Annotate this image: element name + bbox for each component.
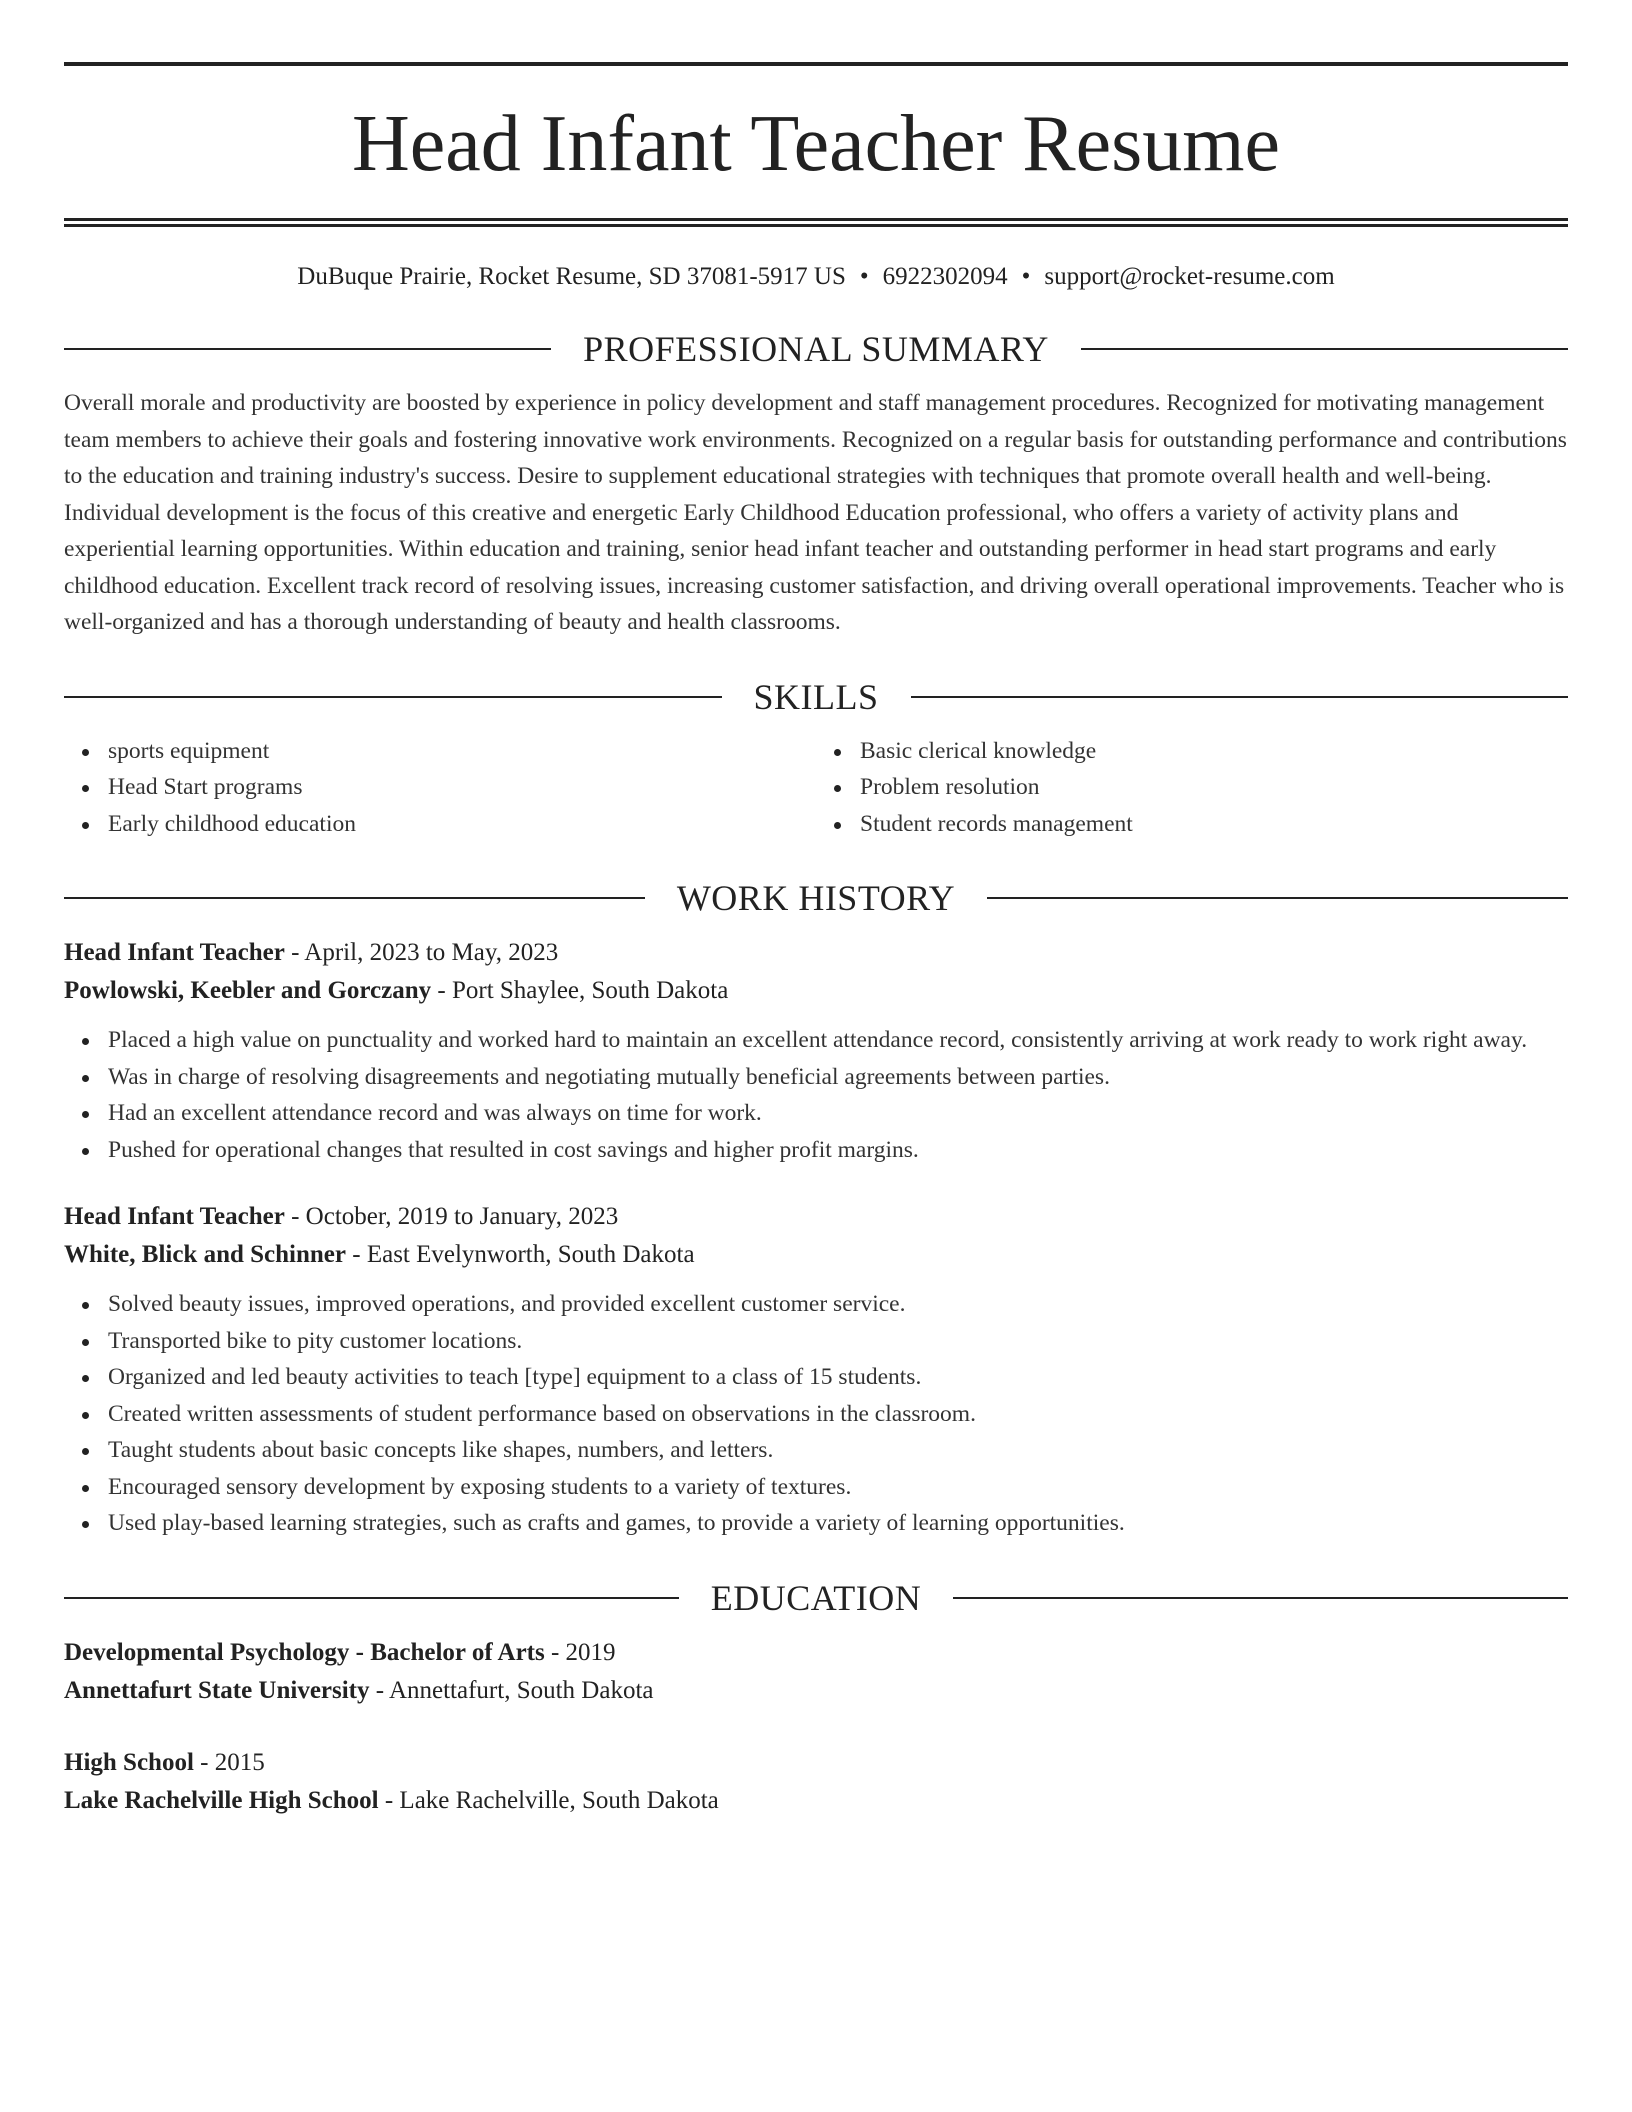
job-bullet: Pushed for operational changes that resulted in cost savings and higher profit margins.	[108, 1132, 1568, 1169]
heading-rule-left	[64, 1597, 679, 1599]
job-title-line	[64, 1198, 1568, 1236]
contact-separator: •	[1021, 263, 1031, 290]
skills-column-left	[64, 733, 816, 843]
job-company-line	[64, 1236, 1568, 1274]
skill-item: Basic clerical knowledge	[860, 733, 1568, 770]
job-bullet: Transported bike to pity customer locations.	[108, 1323, 1568, 1360]
job-bullet: Had an excellent attendance record and was always on time for work.	[108, 1095, 1568, 1132]
skills-column-right	[816, 733, 1568, 843]
summary-text: Overall morale and productivity are boosted by experience in policy development and staff management procedures. Recognized for motivating management team members to achieve their goals and fostering innovative work environments. Recognized on a regular basis for outstanding performance and contributions to the education and training industry's success. Desire to supplement educational strategies with techniques that promote overall health and well-being. Individual development is the focus of this creative and energetic Early Childhood Education professional, who offers a variety of activity plans and experiential learning opportunities. Within education and training, senior head infant teacher and outstanding performer in head start programs and early childhood education. Excellent track record of resolving issues, increasing customer satisfaction, and driving overall operational improvements. Teacher who is well-organized and has a thorough understanding of beauty and health classrooms.	[64, 390, 1567, 635]
job-dates: - October, 2019 to January, 2023	[284, 1203, 619, 1230]
skill-item: Problem resolution	[860, 769, 1568, 806]
edu-school-line	[64, 1782, 1568, 1820]
heading-rule-left	[64, 897, 645, 899]
contact-address: DuBuque Prairie, Rocket Resume, SD 37081-5917 US	[297, 263, 846, 290]
job-title: Head Infant Teacher	[64, 1203, 285, 1230]
job-company: Powlowski, Keebler and Gorczany	[64, 977, 432, 1004]
skill-item: sports equipment	[108, 733, 816, 770]
job-bullet: Created written assessments of student performance based on observations in the classroom.	[108, 1396, 1568, 1433]
heading-rule-left	[64, 348, 551, 350]
heading-rule-right	[911, 696, 1569, 698]
job-bullet: Placed a high value on punctuality and worked hard to maintain an excellent attendance record, consistently arriving at work ready to work right away.	[108, 1022, 1568, 1059]
edu-school: Annettafurt State University	[64, 1676, 370, 1704]
edu-location: - Annettafurt, South Dakota	[369, 1676, 654, 1704]
skill-item: Early childhood education	[108, 806, 816, 843]
skills-heading-label: SKILLS	[753, 676, 879, 717]
job-dates: - April, 2023 to May, 2023	[284, 939, 559, 966]
work-heading	[64, 876, 1568, 920]
contact-separator: •	[859, 263, 869, 290]
resume-title: Head Infant Teacher Resume	[351, 100, 1281, 188]
contact-phone: 6922302094	[882, 263, 1008, 290]
job-bullets	[64, 1022, 1568, 1168]
job-bullet: Was in charge of resolving disagreements and negotiating mutually beneficial agreements between parties.	[108, 1059, 1568, 1096]
job-title: Head Infant Teacher	[64, 939, 285, 966]
education-entry	[64, 1744, 1568, 1820]
skills-list	[64, 733, 1568, 843]
job-entry	[64, 1198, 1568, 1542]
job-bullets	[64, 1286, 1568, 1542]
contact-line	[64, 261, 1568, 293]
edu-year: - 2015	[193, 1748, 265, 1776]
job-location: - East Evelynworth, South Dakota	[346, 1241, 695, 1268]
summary-heading-label: PROFESSIONAL SUMMARY	[583, 329, 1049, 369]
job-bullet: Used play-based learning strategies, such as crafts and games, to provide a variety of learning opportunities.	[108, 1505, 1568, 1542]
job-entry	[64, 934, 1568, 1168]
job-bullet: Organized and led beauty activities to teach [type] equipment to a class of 15 students.	[108, 1359, 1568, 1396]
work-heading-label: WORK HISTORY	[676, 878, 956, 918]
heading-rule-right	[1081, 348, 1568, 350]
contact-email: support@rocket-resume.com	[1044, 263, 1335, 290]
job-company: White, Blick and Schinner	[64, 1241, 346, 1268]
summary-heading	[64, 327, 1568, 371]
top-rule	[64, 62, 1568, 66]
edu-degree-line	[64, 1634, 1568, 1672]
edu-year: - 2019	[544, 1638, 616, 1666]
job-location: - Port Shaylee, South Dakota	[431, 977, 729, 1004]
heading-rule-right	[953, 1597, 1568, 1599]
title-double-rule	[64, 218, 1568, 227]
job-title-line	[64, 934, 1568, 972]
education-heading	[64, 1576, 1568, 1620]
skill-item: Head Start programs	[108, 769, 816, 806]
job-bullet: Taught students about basic concepts like shapes, numbers, and letters.	[108, 1432, 1568, 1469]
job-company-line	[64, 972, 1568, 1010]
edu-school-line	[64, 1672, 1568, 1710]
skill-item: Student records management	[860, 806, 1568, 843]
education-heading-label: EDUCATION	[710, 1577, 922, 1618]
edu-degree: High School	[64, 1748, 194, 1776]
edu-location: - Lake Rachelville, South Dakota	[378, 1786, 719, 1814]
job-bullet: Encouraged sensory development by exposing students to a variety of textures.	[108, 1469, 1568, 1506]
job-bullet: Solved beauty issues, improved operations, and provided excellent customer service.	[108, 1286, 1568, 1323]
edu-degree-line	[64, 1744, 1568, 1782]
edu-degree: Developmental Psychology - Bachelor of Arts	[64, 1638, 545, 1666]
heading-rule-left	[64, 696, 722, 698]
heading-rule-right	[987, 897, 1568, 899]
edu-school: Lake Rachelville High School	[64, 1786, 379, 1814]
education-entry	[64, 1634, 1568, 1710]
skills-heading	[64, 675, 1568, 719]
